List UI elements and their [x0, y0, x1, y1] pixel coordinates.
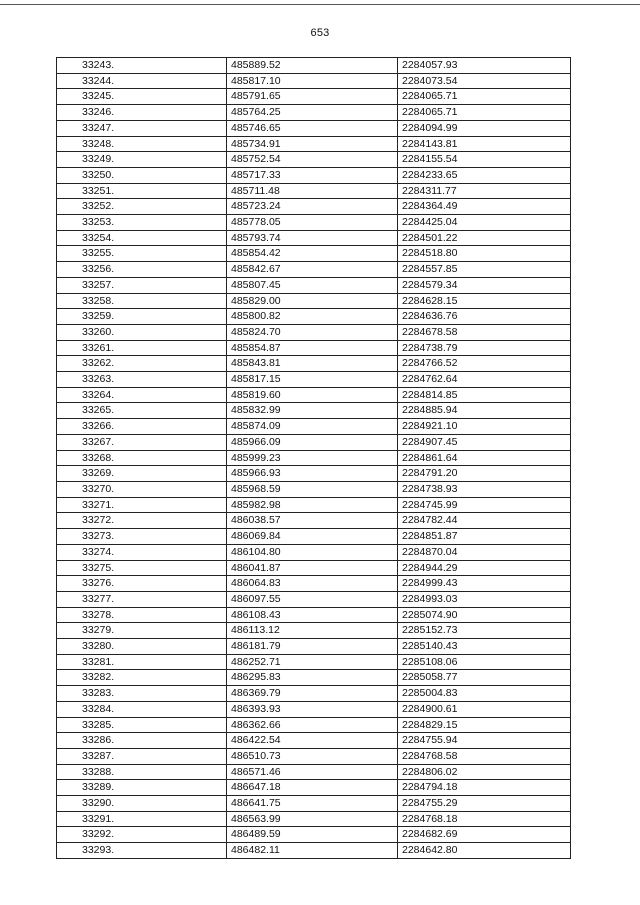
x-coordinate-cell: 485982.98: [227, 497, 398, 513]
y-coordinate-cell: 2284755.29: [398, 796, 571, 812]
point-number-cell: 33274.: [57, 544, 227, 560]
point-number-cell: 33243.: [57, 58, 227, 74]
table-row: [57, 120, 571, 136]
x-coordinate-cell: 485819.60: [227, 387, 398, 403]
x-coordinate-cell: 485842.67: [227, 262, 398, 278]
x-coordinate-cell: 486571.46: [227, 764, 398, 780]
x-coordinate-cell: 485746.65: [227, 120, 398, 136]
x-coordinate-cell: 485711.48: [227, 183, 398, 199]
point-number-cell: 33267.: [57, 434, 227, 450]
y-coordinate-cell: 2284636.76: [398, 309, 571, 325]
table-row: [57, 560, 571, 576]
y-coordinate-cell: 2284814.85: [398, 387, 571, 403]
point-number-cell: 33286.: [57, 733, 227, 749]
point-number-cell: 33250.: [57, 167, 227, 183]
table-row: [57, 780, 571, 796]
x-coordinate-cell: 486252.71: [227, 654, 398, 670]
point-number-cell: 33255.: [57, 246, 227, 262]
table-row: [57, 811, 571, 827]
point-number-cell: 33268.: [57, 450, 227, 466]
table-row: [57, 607, 571, 623]
y-coordinate-cell: 2284900.61: [398, 701, 571, 717]
y-coordinate-cell: 2284944.29: [398, 560, 571, 576]
y-coordinate-cell: 2284738.93: [398, 481, 571, 497]
y-coordinate-cell: 2284921.10: [398, 419, 571, 435]
point-number-cell: 33251.: [57, 183, 227, 199]
table-row: [57, 167, 571, 183]
x-coordinate-cell: 485843.81: [227, 356, 398, 372]
point-number-cell: 33253.: [57, 215, 227, 231]
table-row: [57, 73, 571, 89]
y-coordinate-cell: 2284755.94: [398, 733, 571, 749]
table-row: [57, 230, 571, 246]
coordinates-table-body: [57, 58, 571, 859]
table-row: [57, 136, 571, 152]
x-coordinate-cell: 486647.18: [227, 780, 398, 796]
x-coordinate-cell: 486422.54: [227, 733, 398, 749]
y-coordinate-cell: 2284791.20: [398, 466, 571, 482]
point-number-cell: 33247.: [57, 120, 227, 136]
point-number-cell: 33282.: [57, 670, 227, 686]
x-coordinate-cell: 485966.09: [227, 434, 398, 450]
y-coordinate-cell: 2284425.04: [398, 215, 571, 231]
table-row: [57, 843, 571, 859]
y-coordinate-cell: 2285058.77: [398, 670, 571, 686]
y-coordinate-cell: 2285074.90: [398, 607, 571, 623]
x-coordinate-cell: 485793.74: [227, 230, 398, 246]
point-number-cell: 33259.: [57, 309, 227, 325]
point-number-cell: 33246.: [57, 105, 227, 121]
x-coordinate-cell: 486064.83: [227, 576, 398, 592]
y-coordinate-cell: 2284682.69: [398, 827, 571, 843]
point-number-cell: 33281.: [57, 654, 227, 670]
y-coordinate-cell: 2284057.93: [398, 58, 571, 74]
x-coordinate-cell: 485723.24: [227, 199, 398, 215]
y-coordinate-cell: 2284738.79: [398, 340, 571, 356]
point-number-cell: 33292.: [57, 827, 227, 843]
x-coordinate-cell: 485752.54: [227, 152, 398, 168]
y-coordinate-cell: 2285140.43: [398, 639, 571, 655]
x-coordinate-cell: 485966.93: [227, 466, 398, 482]
x-coordinate-cell: 486069.84: [227, 529, 398, 545]
point-number-cell: 33245.: [57, 89, 227, 105]
table-row: [57, 340, 571, 356]
point-number-cell: 33279.: [57, 623, 227, 639]
point-number-cell: 33276.: [57, 576, 227, 592]
y-coordinate-cell: 2285152.73: [398, 623, 571, 639]
table-row: [57, 387, 571, 403]
y-coordinate-cell: 2284628.15: [398, 293, 571, 309]
table-row: [57, 639, 571, 655]
y-coordinate-cell: 2284073.54: [398, 73, 571, 89]
point-number-cell: 33284.: [57, 701, 227, 717]
point-number-cell: 33248.: [57, 136, 227, 152]
x-coordinate-cell: 486393.93: [227, 701, 398, 717]
y-coordinate-cell: 2284745.99: [398, 497, 571, 513]
table-row: [57, 215, 571, 231]
point-number-cell: 33257.: [57, 277, 227, 293]
x-coordinate-cell: 486113.12: [227, 623, 398, 639]
table-row: [57, 717, 571, 733]
point-number-cell: 33270.: [57, 481, 227, 497]
table-row: [57, 466, 571, 482]
x-coordinate-cell: 486038.57: [227, 513, 398, 529]
y-coordinate-cell: 2284579.34: [398, 277, 571, 293]
x-coordinate-cell: 485717.33: [227, 167, 398, 183]
point-number-cell: 33260.: [57, 324, 227, 340]
table-row: [57, 576, 571, 592]
x-coordinate-cell: 486097.55: [227, 591, 398, 607]
point-number-cell: 33278.: [57, 607, 227, 623]
x-coordinate-cell: 485874.09: [227, 419, 398, 435]
page-number: 653: [310, 27, 330, 39]
table-row: [57, 544, 571, 560]
point-number-cell: 33291.: [57, 811, 227, 827]
table-row: [57, 199, 571, 215]
table-row: [57, 497, 571, 513]
y-coordinate-cell: 2284766.52: [398, 356, 571, 372]
point-number-cell: 33273.: [57, 529, 227, 545]
y-coordinate-cell: 2284768.58: [398, 748, 571, 764]
x-coordinate-cell: 485800.82: [227, 309, 398, 325]
y-coordinate-cell: 2284768.18: [398, 811, 571, 827]
point-number-cell: 33263.: [57, 372, 227, 388]
point-number-cell: 33244.: [57, 73, 227, 89]
table-row: [57, 513, 571, 529]
point-number-cell: 33269.: [57, 466, 227, 482]
x-coordinate-cell: 485854.42: [227, 246, 398, 262]
table-row: [57, 701, 571, 717]
table-row: [57, 309, 571, 325]
x-coordinate-cell: 485817.15: [227, 372, 398, 388]
table-row: [57, 356, 571, 372]
point-number-cell: 33287.: [57, 748, 227, 764]
table-row: [57, 686, 571, 702]
x-coordinate-cell: 485832.99: [227, 403, 398, 419]
point-number-cell: 33252.: [57, 199, 227, 215]
x-coordinate-cell: 485817.10: [227, 73, 398, 89]
point-number-cell: 33293.: [57, 843, 227, 859]
table-row: [57, 670, 571, 686]
x-coordinate-cell: 486108.43: [227, 607, 398, 623]
point-number-cell: 33256.: [57, 262, 227, 278]
x-coordinate-cell: 485778.05: [227, 215, 398, 231]
table-row: [57, 277, 571, 293]
y-coordinate-cell: 2284094.99: [398, 120, 571, 136]
y-coordinate-cell: 2284143.81: [398, 136, 571, 152]
x-coordinate-cell: 486041.87: [227, 560, 398, 576]
page-top-rule: [0, 4, 640, 5]
x-coordinate-cell: 485807.45: [227, 277, 398, 293]
table-row: [57, 529, 571, 545]
table-row: [57, 372, 571, 388]
x-coordinate-cell: 485829.00: [227, 293, 398, 309]
x-coordinate-cell: 485854.87: [227, 340, 398, 356]
point-number-cell: 33283.: [57, 686, 227, 702]
x-coordinate-cell: 485791.65: [227, 89, 398, 105]
y-coordinate-cell: 2284518.80: [398, 246, 571, 262]
point-number-cell: 33275.: [57, 560, 227, 576]
y-coordinate-cell: 2284155.54: [398, 152, 571, 168]
x-coordinate-cell: 485999.23: [227, 450, 398, 466]
table-row: [57, 764, 571, 780]
y-coordinate-cell: 2284762.64: [398, 372, 571, 388]
y-coordinate-cell: 2284557.85: [398, 262, 571, 278]
y-coordinate-cell: 2284794.18: [398, 780, 571, 796]
y-coordinate-cell: 2284806.02: [398, 764, 571, 780]
y-coordinate-cell: 2284885.94: [398, 403, 571, 419]
y-coordinate-cell: 2284501.22: [398, 230, 571, 246]
point-number-cell: 33262.: [57, 356, 227, 372]
x-coordinate-cell: 486181.79: [227, 639, 398, 655]
y-coordinate-cell: 2284870.04: [398, 544, 571, 560]
y-coordinate-cell: 2284829.15: [398, 717, 571, 733]
table-row: [57, 591, 571, 607]
point-number-cell: 33258.: [57, 293, 227, 309]
y-coordinate-cell: 2284065.71: [398, 89, 571, 105]
point-number-cell: 33249.: [57, 152, 227, 168]
table-row: [57, 733, 571, 749]
y-coordinate-cell: 2284861.64: [398, 450, 571, 466]
table-row: [57, 293, 571, 309]
table-row: [57, 183, 571, 199]
point-number-cell: 33264.: [57, 387, 227, 403]
table-row: [57, 324, 571, 340]
x-coordinate-cell: 486482.11: [227, 843, 398, 859]
table-row: [57, 623, 571, 639]
point-number-cell: 33280.: [57, 639, 227, 655]
point-number-cell: 33271.: [57, 497, 227, 513]
table-row: [57, 105, 571, 121]
x-coordinate-cell: 486104.80: [227, 544, 398, 560]
point-number-cell: 33272.: [57, 513, 227, 529]
y-coordinate-cell: 2284065.71: [398, 105, 571, 121]
x-coordinate-cell: 485734.91: [227, 136, 398, 152]
x-coordinate-cell: 486295.83: [227, 670, 398, 686]
x-coordinate-cell: 486510.73: [227, 748, 398, 764]
point-number-cell: 33285.: [57, 717, 227, 733]
point-number-cell: 33289.: [57, 780, 227, 796]
y-coordinate-cell: 2284999.43: [398, 576, 571, 592]
table-row: [57, 827, 571, 843]
y-coordinate-cell: 2284851.87: [398, 529, 571, 545]
x-coordinate-cell: 486641.75: [227, 796, 398, 812]
table-row: [57, 152, 571, 168]
point-number-cell: 33265.: [57, 403, 227, 419]
x-coordinate-cell: 486369.79: [227, 686, 398, 702]
x-coordinate-cell: 485889.52: [227, 58, 398, 74]
table-row: [57, 481, 571, 497]
table-row: [57, 403, 571, 419]
y-coordinate-cell: 2284782.44: [398, 513, 571, 529]
x-coordinate-cell: 485764.25: [227, 105, 398, 121]
point-number-cell: 33261.: [57, 340, 227, 356]
y-coordinate-cell: 2284907.45: [398, 434, 571, 450]
table-row: [57, 419, 571, 435]
y-coordinate-cell: 2285004.83: [398, 686, 571, 702]
x-coordinate-cell: 485968.59: [227, 481, 398, 497]
point-number-cell: 33254.: [57, 230, 227, 246]
table-row: [57, 246, 571, 262]
table-row: [57, 434, 571, 450]
y-coordinate-cell: 2285108.06: [398, 654, 571, 670]
table-row: [57, 796, 571, 812]
table-row: [57, 89, 571, 105]
table-row: [57, 450, 571, 466]
x-coordinate-cell: 486563.99: [227, 811, 398, 827]
table-row: [57, 654, 571, 670]
y-coordinate-cell: 2284678.58: [398, 324, 571, 340]
x-coordinate-cell: 486489.59: [227, 827, 398, 843]
point-number-cell: 33288.: [57, 764, 227, 780]
x-coordinate-cell: 485824.70: [227, 324, 398, 340]
table-row: [57, 748, 571, 764]
x-coordinate-cell: 486362.66: [227, 717, 398, 733]
coordinates-table: [56, 57, 571, 859]
y-coordinate-cell: 2284993.03: [398, 591, 571, 607]
table-row: [57, 262, 571, 278]
point-number-cell: 33266.: [57, 419, 227, 435]
y-coordinate-cell: 2284642.80: [398, 843, 571, 859]
y-coordinate-cell: 2284364.49: [398, 199, 571, 215]
point-number-cell: 33277.: [57, 591, 227, 607]
y-coordinate-cell: 2284311.77: [398, 183, 571, 199]
y-coordinate-cell: 2284233.65: [398, 167, 571, 183]
point-number-cell: 33290.: [57, 796, 227, 812]
table-row: [57, 58, 571, 74]
